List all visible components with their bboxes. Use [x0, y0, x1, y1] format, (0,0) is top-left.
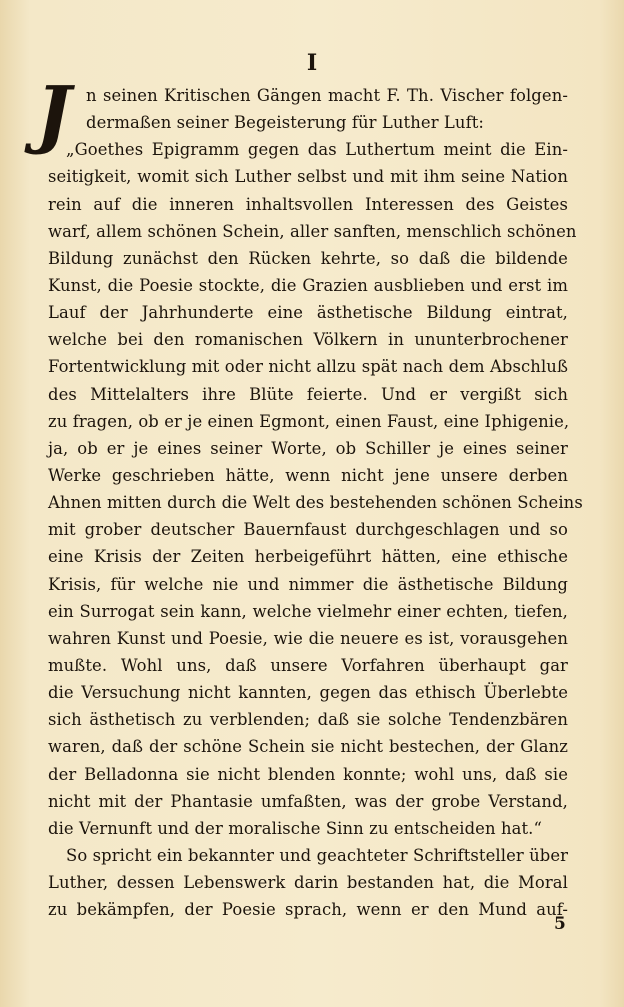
text-line: welche bei den romanischen Völkern in ununterbrochener [48, 330, 568, 350]
text-line: So spricht ein bekannter und geachteter Schriftsteller über [66, 845, 569, 865]
text-line: die Versuchung nicht kannten, gegen das ethisch Überlebte [48, 683, 568, 703]
text-line: n seinen Kritischen Gängen macht F. Th. Vischer folgen- [86, 86, 568, 105]
text-line: Lauf der Jahrhunderte eine ästhetische Bildung eintrat, [48, 303, 568, 323]
text-line: „Goethes Epigramm gegen das Luthertum meint die Ein- [66, 140, 568, 160]
text-line: warf, allem schönen Schein, aller sanften, menschlich schönen [48, 221, 577, 241]
text-line: dermaßen seiner Begeisterung für Luther Luft: [86, 113, 485, 133]
text-line: seitigkeit, womit sich Luther selbst und mit ihm seine Nation [48, 167, 568, 187]
text-line: Werke geschrieben hätte, wenn nicht jene unsere derben [48, 465, 568, 485]
text-line: mit grober deutscher Bauernfaust durchgeschlagen und so [48, 520, 568, 540]
text-line: mußte. Wohl uns, daß unsere Vorfahren überhaupt gar [48, 655, 568, 675]
text-line: rein auf die inneren inhaltsvollen Interessen des Geistes [48, 194, 568, 214]
text-line: eine Krisis der Zeiten herbeigeführt hätten, eine ethische [48, 547, 568, 567]
page-number: 5 [554, 914, 566, 934]
drop-cap: J [36, 71, 72, 157]
text-line: Bildung zunächst den Rücken kehrte, so daß die bildende [48, 248, 568, 268]
text-line: Kunst, die Poesie stockte, die Grazien ausblieben und erst im [48, 275, 568, 295]
text-line: ein Surrogat sein kann, welche vielmehr einer echten, tiefen, [48, 601, 568, 621]
text-line: die Vernunft und der moralische Sinn zu entscheiden hat.“ [48, 818, 542, 838]
text-line: der Belladonna sie nicht blenden konnte; wohl uns, daß sie [48, 764, 568, 784]
chapter-number: I [306, 50, 318, 76]
text-line: zu fragen, ob er je einen Egmont, einen Faust, eine Iphigenie, [48, 411, 570, 431]
text-line: Ahnen mitten durch die Welt des bestehenden schönen Scheins [48, 493, 583, 513]
text-line: zu bekämpfen, der Poesie sprach, wenn er den Mund auf- [48, 900, 568, 920]
text-line: ja, ob er je eines seiner Worte, ob Schiller je eines seiner [48, 438, 568, 458]
text-line: waren, daß der schöne Schein sie nicht bestechen, der Glanz [48, 737, 568, 757]
body-text [48, 82, 583, 923]
text-line: Fortentwicklung mit oder nicht allzu spät nach dem Abschluß [48, 357, 568, 377]
text-line: Luther, dessen Lebenswerk darin bestanden hat, die Moral [48, 873, 568, 893]
text-line: wahren Kunst und Poesie, wie die neuere es ist, vorausgehen [48, 628, 568, 648]
text-line: Krisis, für welche nie und nimmer die ästhetische Bildung [48, 574, 568, 594]
text-line: sich ästhetisch zu verblenden; daß sie solche Tendenzbären [48, 710, 568, 730]
text-line: nicht mit der Phantasie umfaßten, was der grobe Verstand, [48, 791, 568, 811]
text-line: des Mittelalters ihre Blüte feierte. Und er vergißt sich [48, 384, 568, 404]
